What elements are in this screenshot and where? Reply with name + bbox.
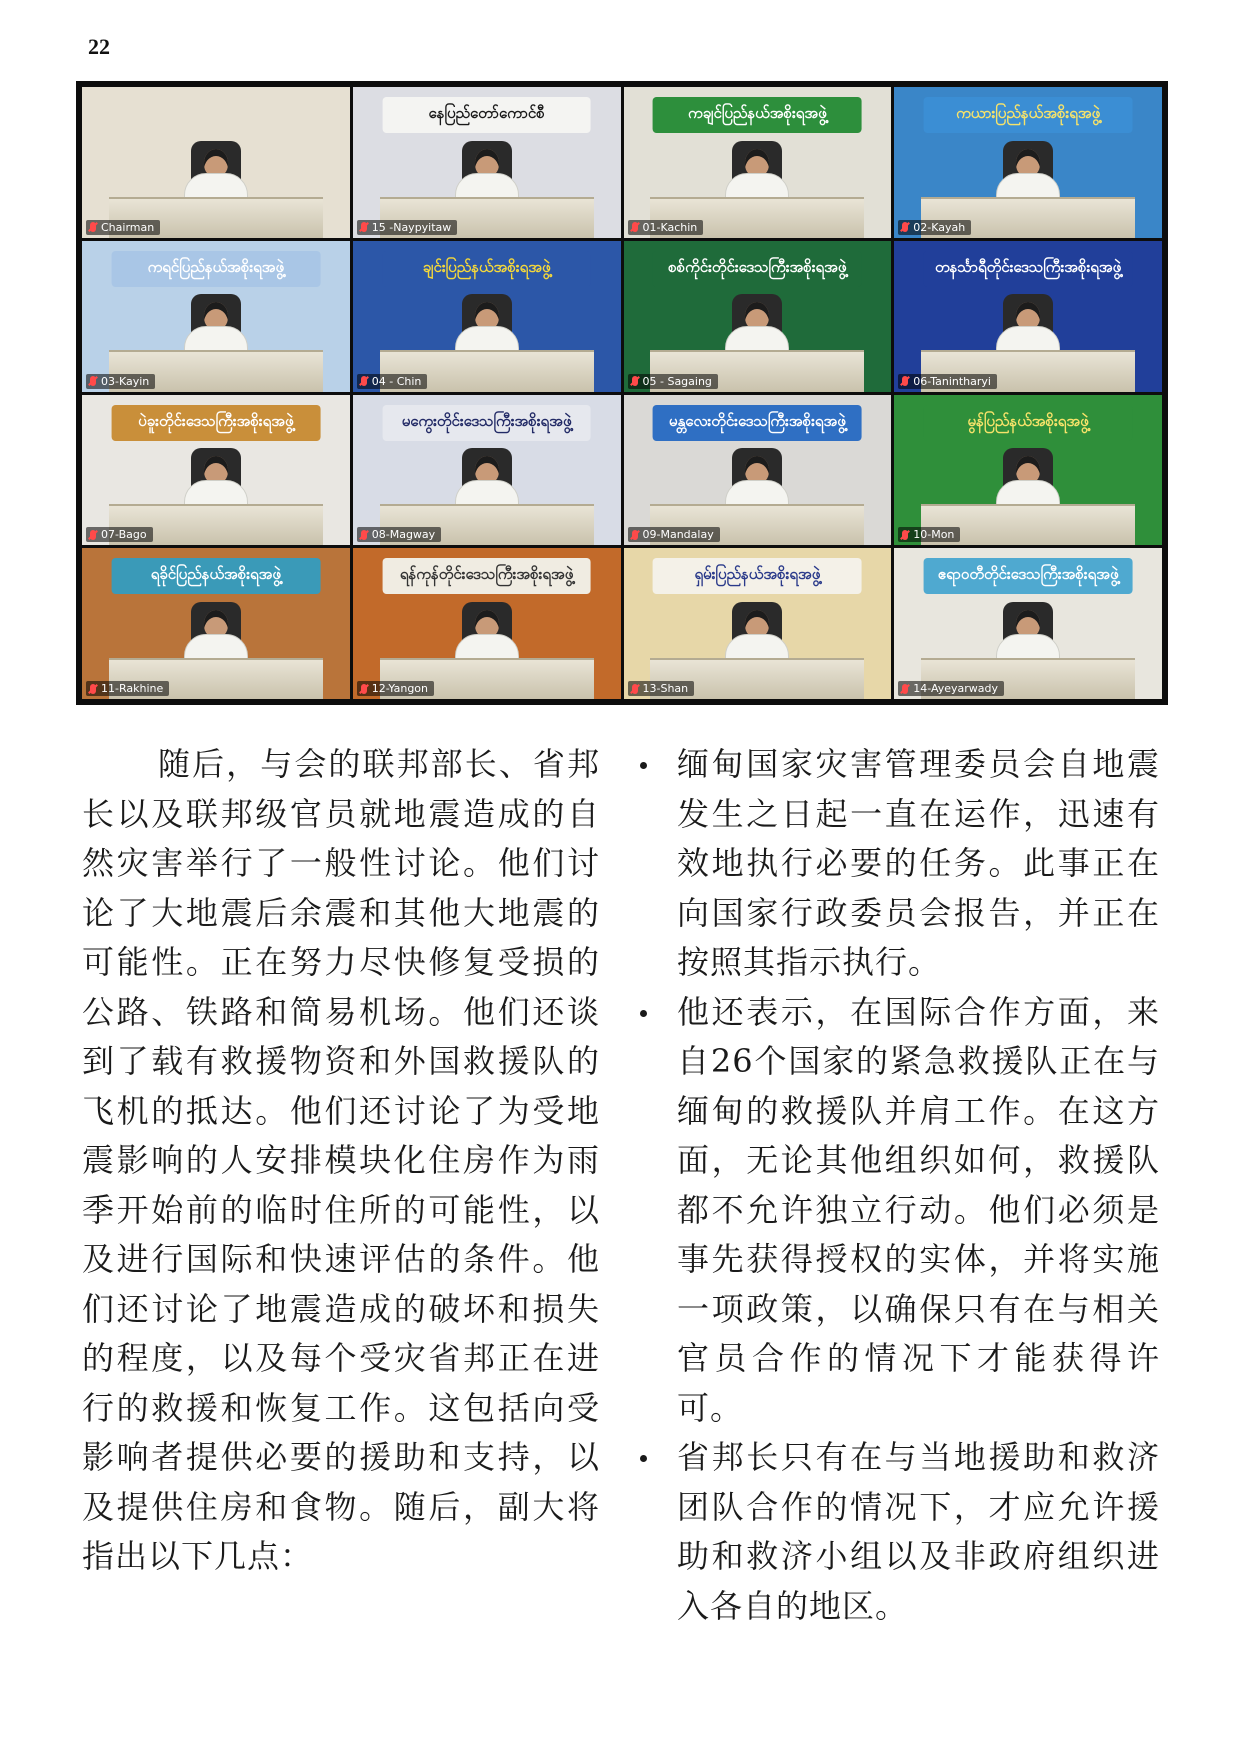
bullet-item [640, 740, 1160, 988]
tile-caption-text: 08-Magway [371, 528, 436, 542]
tile-sign-text: မန္တလေးတိုင်းဒေသကြီးအစိုးရအဖွဲ့ [668, 411, 846, 430]
video-conference-photo [76, 81, 1168, 705]
bullet-text: 省邦长只有在与当地援助和救济团队合作的情况下，才应允许援助和救济小组以及非政府组织进入各自的地区。 [677, 1438, 1160, 1625]
tile-mon [894, 395, 1162, 546]
tile-sign [924, 97, 1133, 133]
tile-caption-text: 11-Rakhine [101, 682, 164, 695]
tile-caption [86, 374, 155, 389]
bullet-text: 他还表示，在国际合作方面，来自26个国家的紧急救援队正在与缅甸的救援队并肩工作。在这方面，无论其他组织如何，救援队都不允许独立行动。他们必须是事先获得授权的实体，并将实施一项政策，以确保只有在与相关官员合作的情况下才能获得许可。 [677, 992, 1160, 1427]
muted-mic-icon [89, 222, 97, 232]
bullet-item [640, 988, 1160, 1434]
tile-chairman [82, 87, 350, 238]
muted-mic-icon [631, 684, 639, 694]
tile-sign [382, 558, 591, 594]
tile-caption-text: 09-Mandalay [642, 528, 714, 542]
tile-tanintharyi [894, 241, 1162, 392]
tile-sign-text: ရန်ကုန်တိုင်းဒေသကြီးအစိုးရအဖွဲ့ [399, 565, 574, 584]
tile-chin [353, 241, 621, 392]
tile-caption [898, 681, 1004, 696]
tile-shan [624, 548, 892, 699]
tile-sign-text: ပဲခူးတိုင်းဒေသကြီးအစိုးရအဖွဲ့ [138, 411, 294, 430]
body-paragraph: 随后，与会的联邦部长、省邦长以及联邦级官员就地震造成的自然灾害举行了一般性讨论。他们讨论了大地震后余震和其他大地震的可能性。正在努力尽快修复受损的公路、铁路和简易机场。他们还谈到了载有救援物资和外国救援队的飞机的抵达。他们还讨论了为受地震影响的人安排模块化住房作为雨季开始前的临时住所的可能性，以及进行国际和快速评估的条件。他们还讨论了地震造成的破坏和损失的程度，以及每个受灾省邦正在进行的救援和恢复工作。这包括向受影响者提供必要的援助和支持，以及提供住房和食物。随后，副大将指出以下几点： [82, 745, 600, 1575]
tile-caption-text: 05 - Sagaing [642, 374, 712, 388]
tile-sagaing [624, 241, 892, 392]
tile-caption-text: 12-Yangon [371, 682, 429, 695]
tile-sign-text: နေပြည်တော်ကောင်စီ [428, 104, 545, 122]
tile-sign-text: ကရင်ပြည်နယ်အစိုးရအဖွဲ့ [147, 257, 285, 276]
muted-mic-icon [901, 684, 909, 694]
tile-caption [628, 220, 704, 235]
tile-sign-text: မကွေးတိုင်းဒေသကြီးအစိုးရအဖွဲ့ [401, 411, 572, 430]
tile-caption [357, 220, 458, 235]
tile-sign-text: ရခိုင်ပြည်နယ်အစိုးရအဖွဲ့ [150, 565, 281, 584]
tile-caption [898, 374, 997, 389]
tile-mandalay [624, 395, 892, 546]
tile-sign [382, 405, 591, 441]
tile-caption [86, 220, 160, 235]
bullet-item [640, 1433, 1160, 1631]
bullet-dot-icon [640, 762, 647, 769]
tile-caption [86, 527, 153, 542]
tile-caption-text: 14-Ayeyarwady [913, 682, 999, 695]
page-number: 22 [88, 34, 110, 59]
tile-sign-text: ကယားပြည်နယ်အစိုးရအဖွဲ့ [956, 104, 1101, 122]
right-column [640, 740, 1160, 1631]
tile-sign [111, 558, 320, 594]
muted-mic-icon [360, 684, 368, 694]
tile-sign [653, 251, 862, 287]
muted-mic-icon [901, 376, 909, 386]
tile-caption-text: 07-Bago [101, 528, 147, 542]
tile-sign [653, 97, 862, 133]
bullet-dot-icon [640, 1010, 647, 1017]
tile-caption-text: 02-Kayah [913, 220, 966, 234]
tile-rakhine [82, 548, 350, 699]
tile-caption [898, 220, 971, 235]
tile-sign [924, 251, 1133, 287]
tile-caption [86, 681, 169, 696]
tile-caption [898, 527, 960, 542]
muted-mic-icon [631, 222, 639, 232]
tile-caption [357, 527, 441, 542]
tile-caption [628, 681, 695, 696]
muted-mic-icon [89, 684, 97, 694]
tile-caption-text: 04 - Chin [371, 374, 422, 388]
muted-mic-icon [89, 530, 97, 540]
tile-sign-text: ချင်းပြည်နယ်အစိုးရအဖွဲ့ [422, 257, 551, 276]
tile-sign-text: ကချင်ပြည်နယ်အစိုးရအဖွဲ့ [688, 104, 827, 122]
left-column [82, 740, 600, 1582]
muted-mic-icon [360, 530, 368, 540]
tile-naypyitaw [353, 87, 621, 238]
video-conference-grid [82, 87, 1162, 699]
tile-kayah [894, 87, 1162, 238]
tile-caption [628, 374, 718, 389]
muted-mic-icon [631, 376, 639, 386]
tile-sign [382, 251, 591, 287]
tile-caption-text: 15 -Naypyitaw [371, 220, 452, 234]
tile-sign-text: ဧရာဝတီတိုင်းဒေသကြီးအစိုးရအဖွဲ့ [937, 565, 1119, 584]
tile-sign [924, 558, 1133, 594]
tile-magway [353, 395, 621, 546]
tile-ayeyarwady [894, 548, 1162, 699]
tile-sign-text: ရှမ်းပြည်နယ်အစိုးရအဖွဲ့ [694, 565, 821, 584]
tile-caption-text: 01-Kachin [642, 220, 698, 234]
tile-sign [382, 97, 591, 133]
tile-sign [111, 251, 320, 287]
tile-bago [82, 395, 350, 546]
bullet-text: 缅甸国家灾害管理委员会自地震发生之日起一直在运作，迅速有效地执行必要的任务。此事正在向国家行政委员会报告，并正在按照其指示执行。 [677, 745, 1160, 981]
tile-yangon [353, 548, 621, 699]
tile-sign [924, 405, 1133, 441]
muted-mic-icon [360, 376, 368, 386]
tile-kachin [624, 87, 892, 238]
tile-caption-text: Chairman [101, 220, 155, 234]
tile-caption [357, 681, 434, 696]
muted-mic-icon [89, 376, 97, 386]
bullet-list [640, 740, 1160, 1631]
tile-sign-text: စစ်ကိုင်းတိုင်းဒေသကြီးအစိုးရအဖွဲ့ [668, 257, 847, 276]
muted-mic-icon [631, 530, 639, 540]
tile-sign-text: တနင်္သာရီတိုင်းဒေသကြီးအစိုးရအဖွဲ့ [935, 257, 1122, 276]
tile-sign [653, 405, 862, 441]
muted-mic-icon [901, 222, 909, 232]
tile-caption-text: 03-Kayin [101, 374, 150, 388]
muted-mic-icon [360, 222, 368, 232]
tile-sign [111, 405, 320, 441]
tile-caption [357, 374, 428, 389]
tile-caption-text: 10-Mon [913, 528, 955, 542]
bullet-dot-icon [640, 1455, 647, 1462]
tile-sign [653, 558, 862, 594]
tile-kayin [82, 241, 350, 392]
muted-mic-icon [901, 530, 909, 540]
tile-caption-text: 06-Tanintharyi [913, 374, 991, 388]
tile-caption-text: 13-Shan [642, 682, 689, 695]
tile-caption [628, 527, 720, 542]
tile-sign-text: မွန်ပြည်နယ်အစိုးရအဖွဲ့ [967, 411, 1089, 430]
